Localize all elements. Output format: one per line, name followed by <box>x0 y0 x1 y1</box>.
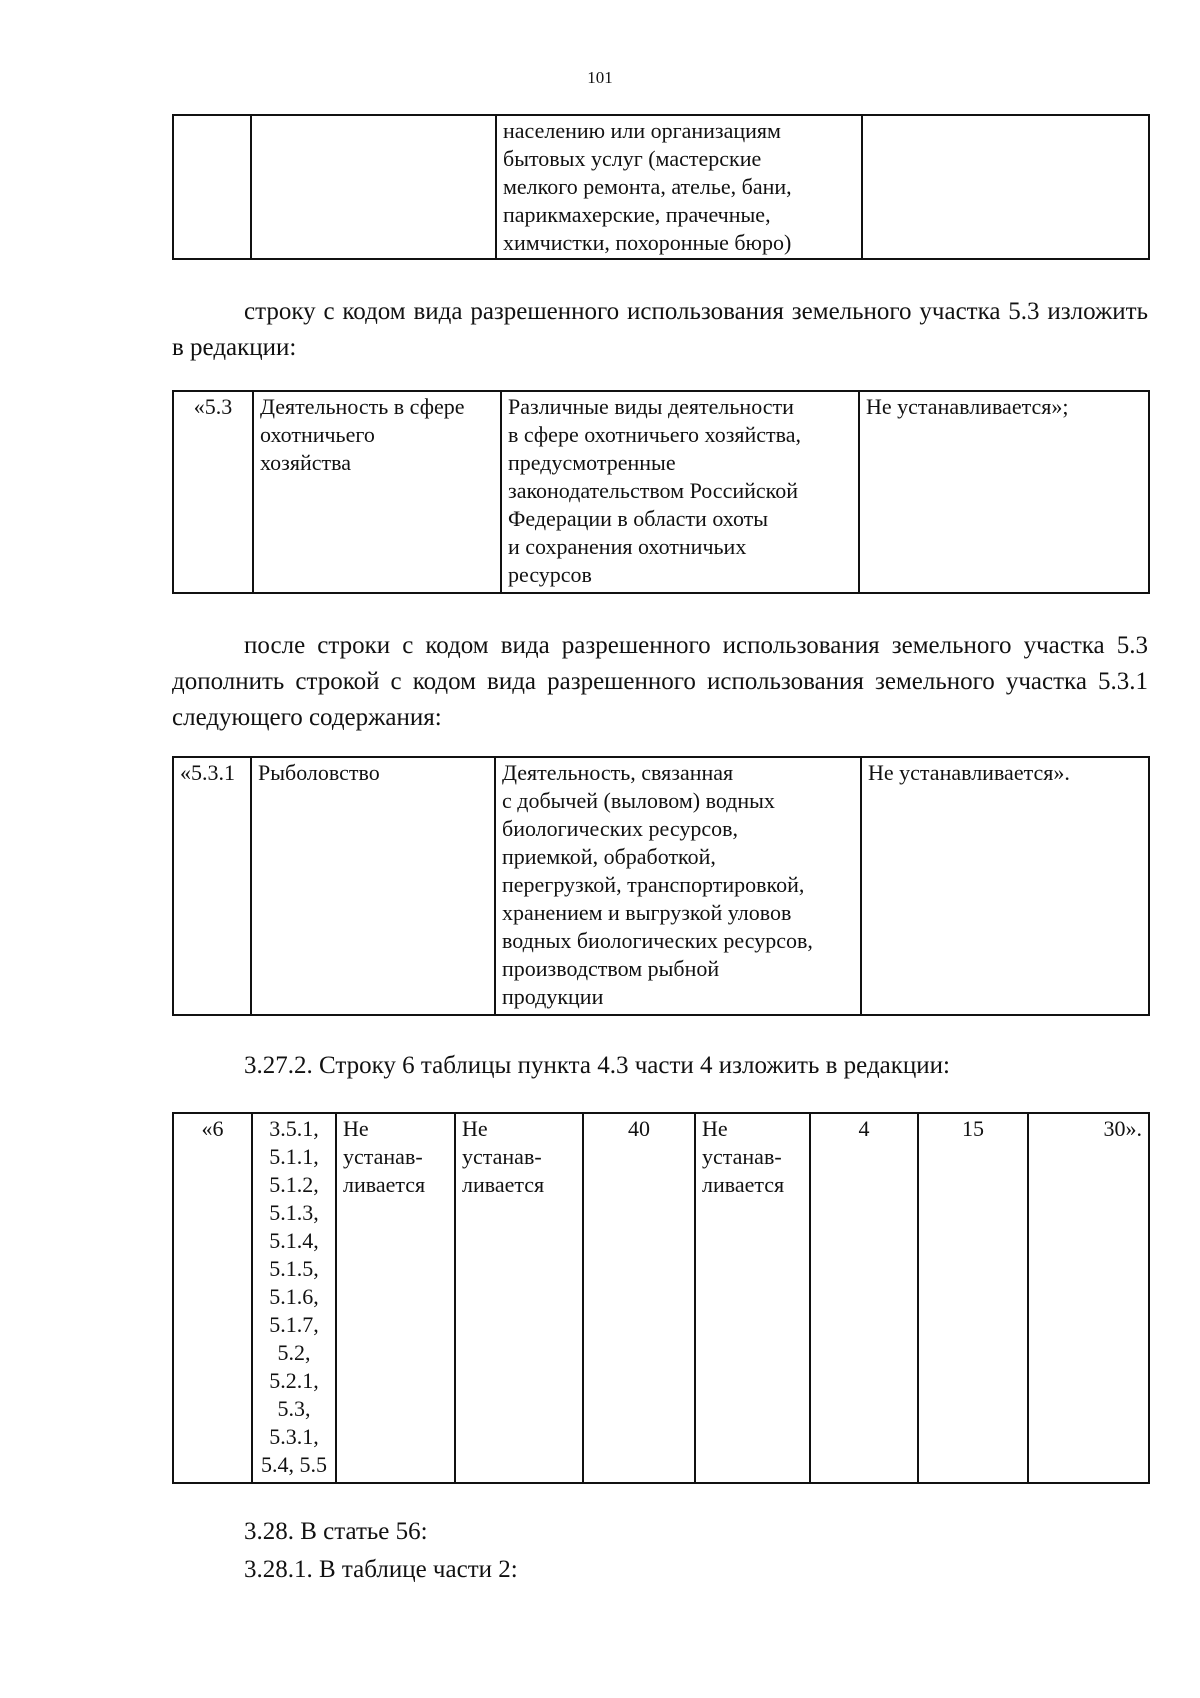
cell-description: населению или организациям бытовых услуг (мастерские мелкого ремонта, ателье, бани, парикмахерские, прачечные, химчистки, похоронные бюро) <box>496 115 862 259</box>
cell-row-number: «6 <box>173 1113 252 1483</box>
paragraph-3-27-2: 3.27.2. Строку 6 таблицы пункта 4.3 части 4 изложить в редакции: <box>244 1052 950 1079</box>
paragraph-5-3-1-intro: после строки с кодом вида разрешенного использования земельного участка 5.3 дополнить строкой с кодом вида разрешенного использования земельного участка 5.3.1 следующего содержания: <box>172 632 1148 731</box>
table-row <box>173 115 1149 259</box>
paragraph-3-28: 3.28. В статье 56: <box>244 1518 428 1545</box>
table-continuation <box>172 114 1150 260</box>
cell-param-3: 40 <box>583 1113 695 1483</box>
table-row <box>173 1113 1149 1483</box>
cell-code <box>173 115 251 259</box>
cell-param-5: 4 <box>810 1113 918 1483</box>
cell-param-1: Не устанав- ливается <box>336 1113 455 1483</box>
table-row <box>173 757 1149 1015</box>
cell-description: Деятельность, связанная с добычей (выловом) водных биологических ресурсов, приемкой, обработкой, перегрузкой, транспортировкой, хранением и выгрузкой уловов водных биологических ресурсов, производством рыбной продукции <box>495 757 861 1015</box>
paragraph-3-28-1: 3.28.1. В таблице части 2: <box>244 1556 518 1583</box>
cell-codes-list: 3.5.1, 5.1.1, 5.1.2, 5.1.3, 5.1.4, 5.1.5, 5.1.6, 5.1.7, 5.2, 5.2.1, 5.3, 5.3.1, 5.4, 5.5 <box>252 1113 336 1483</box>
cell-param-6: 15 <box>918 1113 1028 1483</box>
table-row-5-3 <box>172 390 1150 594</box>
table-row <box>173 391 1149 593</box>
cell-parameters <box>862 115 1149 259</box>
cell-code: «5.3.1 <box>173 757 251 1015</box>
cell-name: Деятельность в сфере охотничьего хозяйства <box>253 391 501 593</box>
cell-param-4: Не устанав- ливается <box>695 1113 810 1483</box>
paragraph-5-3-intro: строку с кодом вида разрешенного использования земельного участка 5.3 изложить в редакции: <box>172 298 1148 361</box>
cell-description: Различные виды деятельности в сфере охотничьего хозяйства, предусмотренные законодательством Российской Федерации в области охоты и сохранения охотничьих ресурсов <box>501 391 859 593</box>
page-number: 101 <box>587 68 613 87</box>
table-row-6 <box>172 1112 1150 1484</box>
table-row-5-3-1 <box>172 756 1150 1016</box>
cell-param-7: 30». <box>1028 1113 1149 1483</box>
cell-name: Рыболовство <box>251 757 495 1015</box>
cell-code: «5.3 <box>173 391 253 593</box>
cell-parameters: Не устанавливается». <box>861 757 1149 1015</box>
cell-param-2: Не устанав- ливается <box>455 1113 583 1483</box>
cell-parameters: Не устанавливается»; <box>859 391 1149 593</box>
cell-name <box>251 115 496 259</box>
